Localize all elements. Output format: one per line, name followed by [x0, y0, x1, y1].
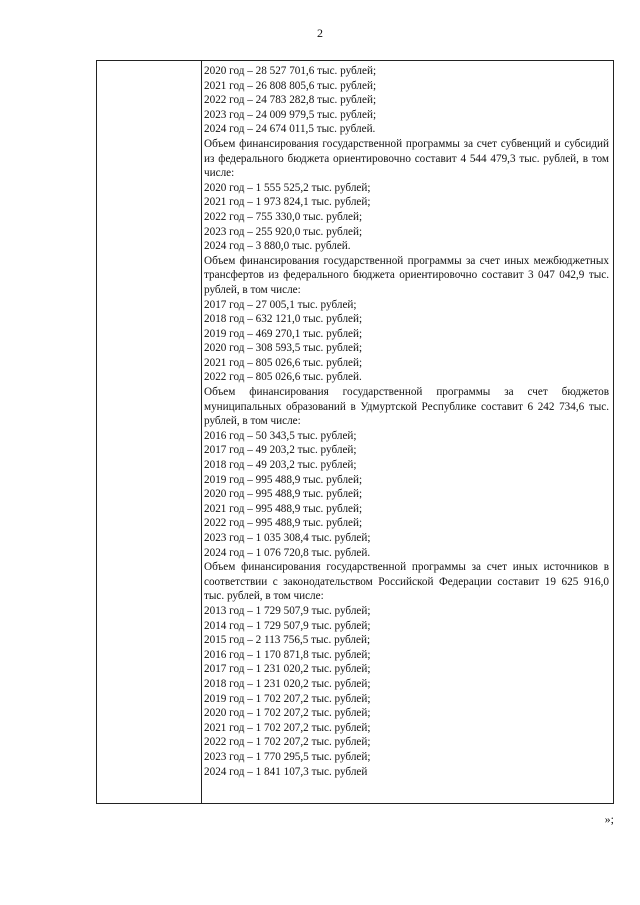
year-amount-line: 2016 год – 50 343,5 тыс. рублей; [204, 429, 357, 442]
year-amount-line: 2022 год – 995 488,9 тыс. рублей; [204, 517, 363, 530]
year-amount-line: 2022 год – 24 783 282,8 тыс. рублей; [204, 94, 377, 107]
year-amount-line: 2020 год – 308 593,5 тыс. рублей; [204, 342, 363, 355]
column-divider [201, 61, 202, 803]
year-amount-line: 2022 год – 755 330,0 тыс. рублей; [204, 210, 363, 223]
year-amount-line: 2020 год – 1 555 525,2 тыс. рублей; [204, 181, 371, 194]
year-amount-line: 2018 год – 632 121,0 тыс. рублей; [204, 313, 363, 326]
year-amount-line: 2023 год – 255 920,0 тыс. рублей; [204, 225, 363, 238]
closing-quote-mark: »; [604, 812, 614, 826]
year-amount-line: 2017 год – 1 231 020,2 тыс. рублей; [204, 663, 371, 676]
year-amount-line: 2022 год – 1 702 207,2 тыс. рублей; [204, 736, 371, 749]
year-amount-line: 2017 год – 49 203,2 тыс. рублей; [204, 444, 357, 457]
funding-paragraph: Объем финансирования государственной программы за счет иных источников в соответствии с законодательством Российской Федерации составит 19 625 916,0 тыс. рублей, в том числе: [204, 561, 609, 603]
table-right-cell [204, 64, 609, 779]
year-amount-line: 2023 год – 24 009 979,5 тыс. рублей; [204, 108, 377, 121]
year-amount-line: 2021 год – 26 808 805,6 тыс. рублей; [204, 79, 377, 92]
funding-table [96, 60, 614, 804]
year-amount-line: 2023 год – 1 770 295,5 тыс. рублей; [204, 750, 371, 763]
year-amount-line: 2024 год – 1 841 107,3 тыс. рублей [204, 765, 368, 778]
year-amount-line: 2024 год – 3 880,0 тыс. рублей. [204, 240, 351, 253]
year-amount-line: 2013 год – 1 729 507,9 тыс. рублей; [204, 604, 371, 617]
funding-paragraph: Объем финансирования государственной программы за счет бюджетов муниципальных образований в Удмуртской Республике составит 6 242 734,6 тыс. рублей, в том числе: [204, 386, 609, 428]
year-amount-line: 2021 год – 995 488,9 тыс. рублей; [204, 502, 363, 515]
year-amount-line: 2020 год – 1 702 207,2 тыс. рублей; [204, 707, 371, 720]
page-number: 2 [317, 26, 323, 40]
year-amount-line: 2024 год – 24 674 011,5 тыс. рублей. [204, 123, 376, 136]
year-amount-line: 2023 год – 1 035 308,4 тыс. рублей; [204, 532, 371, 544]
year-amount-line: 2018 год – 1 231 020,2 тыс. рублей; [204, 677, 371, 690]
year-amount-line: 2021 год – 805 026,6 тыс. рублей; [204, 356, 363, 369]
year-amount-line: 2017 год – 27 005,1 тыс. рублей; [204, 298, 357, 311]
year-amount-line: 2016 год – 1 170 871,8 тыс. рублей; [204, 648, 371, 661]
year-amount-line: 2019 год – 469 270,1 тыс. рублей; [204, 327, 363, 340]
funding-paragraph: Объем финансирования государственной программы за счет иных межбюджетных трансфертов из федерального бюджета ориентировочно составит 3 047 042,9 тыс. рублей, в том числе: [204, 254, 609, 296]
year-amount-line: 2022 год – 805 026,6 тыс. рублей. [204, 371, 362, 384]
year-amount-line: 2018 год – 49 203,2 тыс. рублей; [204, 459, 357, 472]
funding-paragraph: Объем финансирования государственной программы за счет субвенций и субсидий из федерального бюджета ориентировочно составит 4 544 479,3 тыс. рублей, в том числе: [204, 137, 609, 180]
year-amount-line: 2021 год – 1 702 207,2 тыс. рублей; [204, 721, 371, 734]
year-amount-line: 2024 год – 1 076 720,8 тыс. рублей. [204, 546, 371, 559]
year-amount-line: 2019 год – 995 488,9 тыс. рублей; [204, 473, 363, 486]
year-amount-line: 2020 год – 995 488,9 тыс. рублей; [204, 488, 363, 501]
year-amount-line: 2021 год – 1 973 824,1 тыс. рублей; [204, 196, 371, 209]
year-amount-line: 2019 год – 1 702 207,2 тыс. рублей; [204, 692, 371, 705]
year-amount-line: 2014 год – 1 729 507,9 тыс. рублей; [204, 619, 371, 632]
year-amount-line: 2015 год – 2 113 756,5 тыс. рублей; [204, 634, 371, 647]
year-amount-line: 2020 год – 28 527 701,6 тыс. рублей; [204, 65, 377, 77]
